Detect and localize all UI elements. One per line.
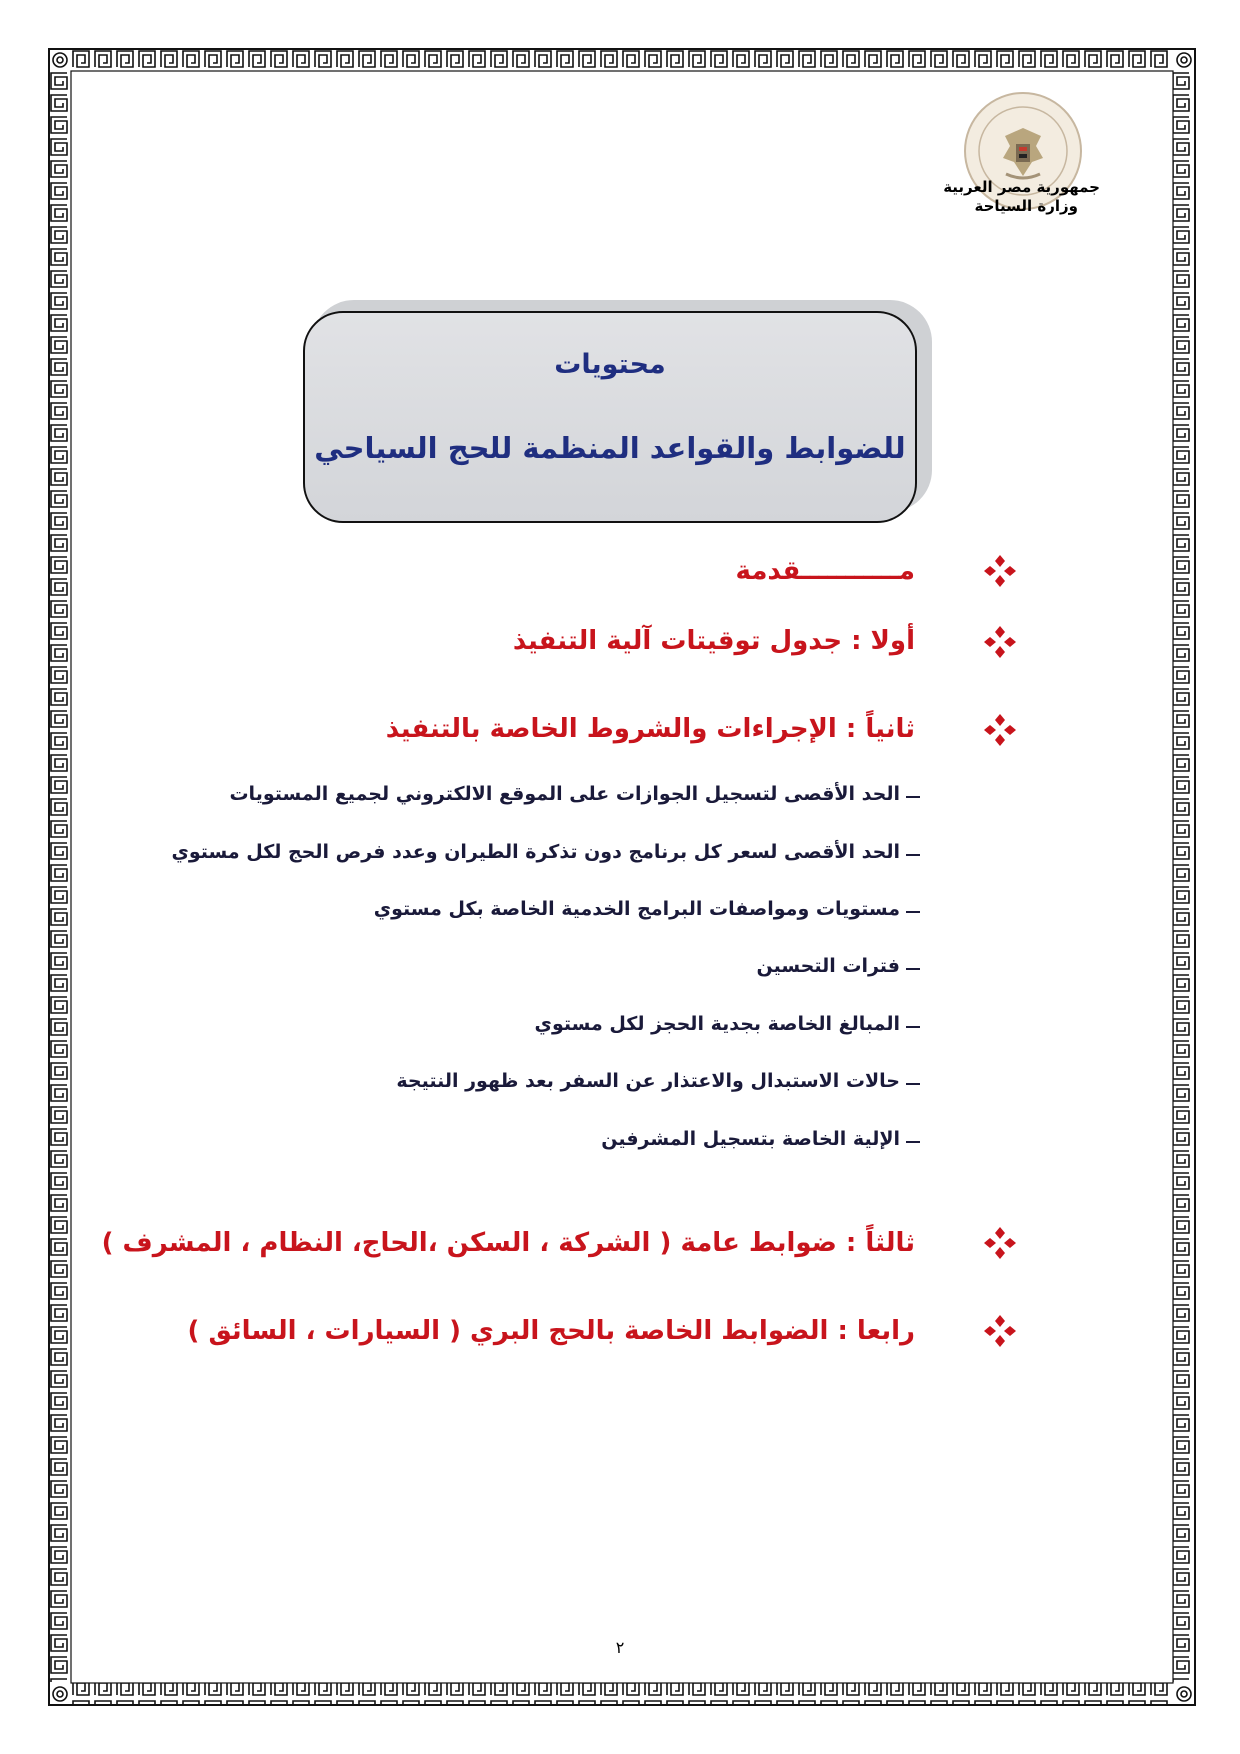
subitem: الحد الأقصى لسعر كل برنامج دون تذكرة الطيران وعدد فرص الحج لكل مستوي: [171, 841, 900, 863]
subitem: حالات الاستبدال والاعتذار عن السفر بعد ظهور النتيجة: [396, 1070, 900, 1092]
page-number: ٢: [615, 1638, 625, 1657]
greek-key-border: [48, 48, 1196, 1706]
dash-bullet: [906, 1026, 920, 1028]
subitem: مستويات ومواصفات البرامج الخدمية الخاصة بكل مستوي: [373, 898, 900, 920]
dash-bullet: [906, 911, 920, 913]
title-heading: محتويات: [554, 349, 666, 380]
page-border: [48, 48, 1196, 1706]
section-third: ثالثاً : ضوابط عامة ( الشركة ، السكن ،الحاج، النظام ، المشرف ): [101, 1228, 915, 1258]
title-box: [303, 311, 917, 523]
section-second: ثانياً : الإجراءات والشروط الخاصة بالتنفيذ: [385, 714, 915, 744]
subitem: الحد الأقصى لتسجيل الجوازات على الموقع الالكتروني لجميع المستويات: [229, 783, 900, 805]
diamond-bullet-icon: [982, 1313, 1018, 1349]
subitem: فترات التحسين: [756, 955, 900, 977]
ministry-name: وزارة السياحة: [974, 197, 1078, 215]
letterhead: [890, 178, 1120, 216]
dash-bullet: [906, 796, 920, 798]
diamond-bullet-icon: [982, 712, 1018, 748]
dash-bullet: [906, 1141, 920, 1143]
section-fourth: رابعا : الضوابط الخاصة بالحج البري ( السيارات ، السائق ): [187, 1316, 915, 1346]
diamond-bullet-icon: [982, 624, 1018, 660]
dash-bullet: [906, 968, 920, 970]
title-subheading: للضوابط والقواعد المنظمة للحج السياحي: [314, 431, 906, 465]
diamond-bullet-icon: [982, 553, 1018, 589]
section-introduction: مـــــــــــقدمة: [735, 556, 915, 586]
section-first: أولا : جدول توقيتات آلية التنفيذ: [512, 626, 915, 656]
diamond-bullet-icon: [982, 1225, 1018, 1261]
subitem: المبالغ الخاصة بجدية الحجز لكل مستوي: [534, 1013, 900, 1035]
dash-bullet: [906, 1083, 920, 1085]
subitem: الإلية الخاصة بتسجيل المشرفين: [601, 1128, 900, 1150]
country-name: جمهورية مصر العربية: [943, 178, 1100, 196]
dash-bullet: [906, 854, 920, 856]
